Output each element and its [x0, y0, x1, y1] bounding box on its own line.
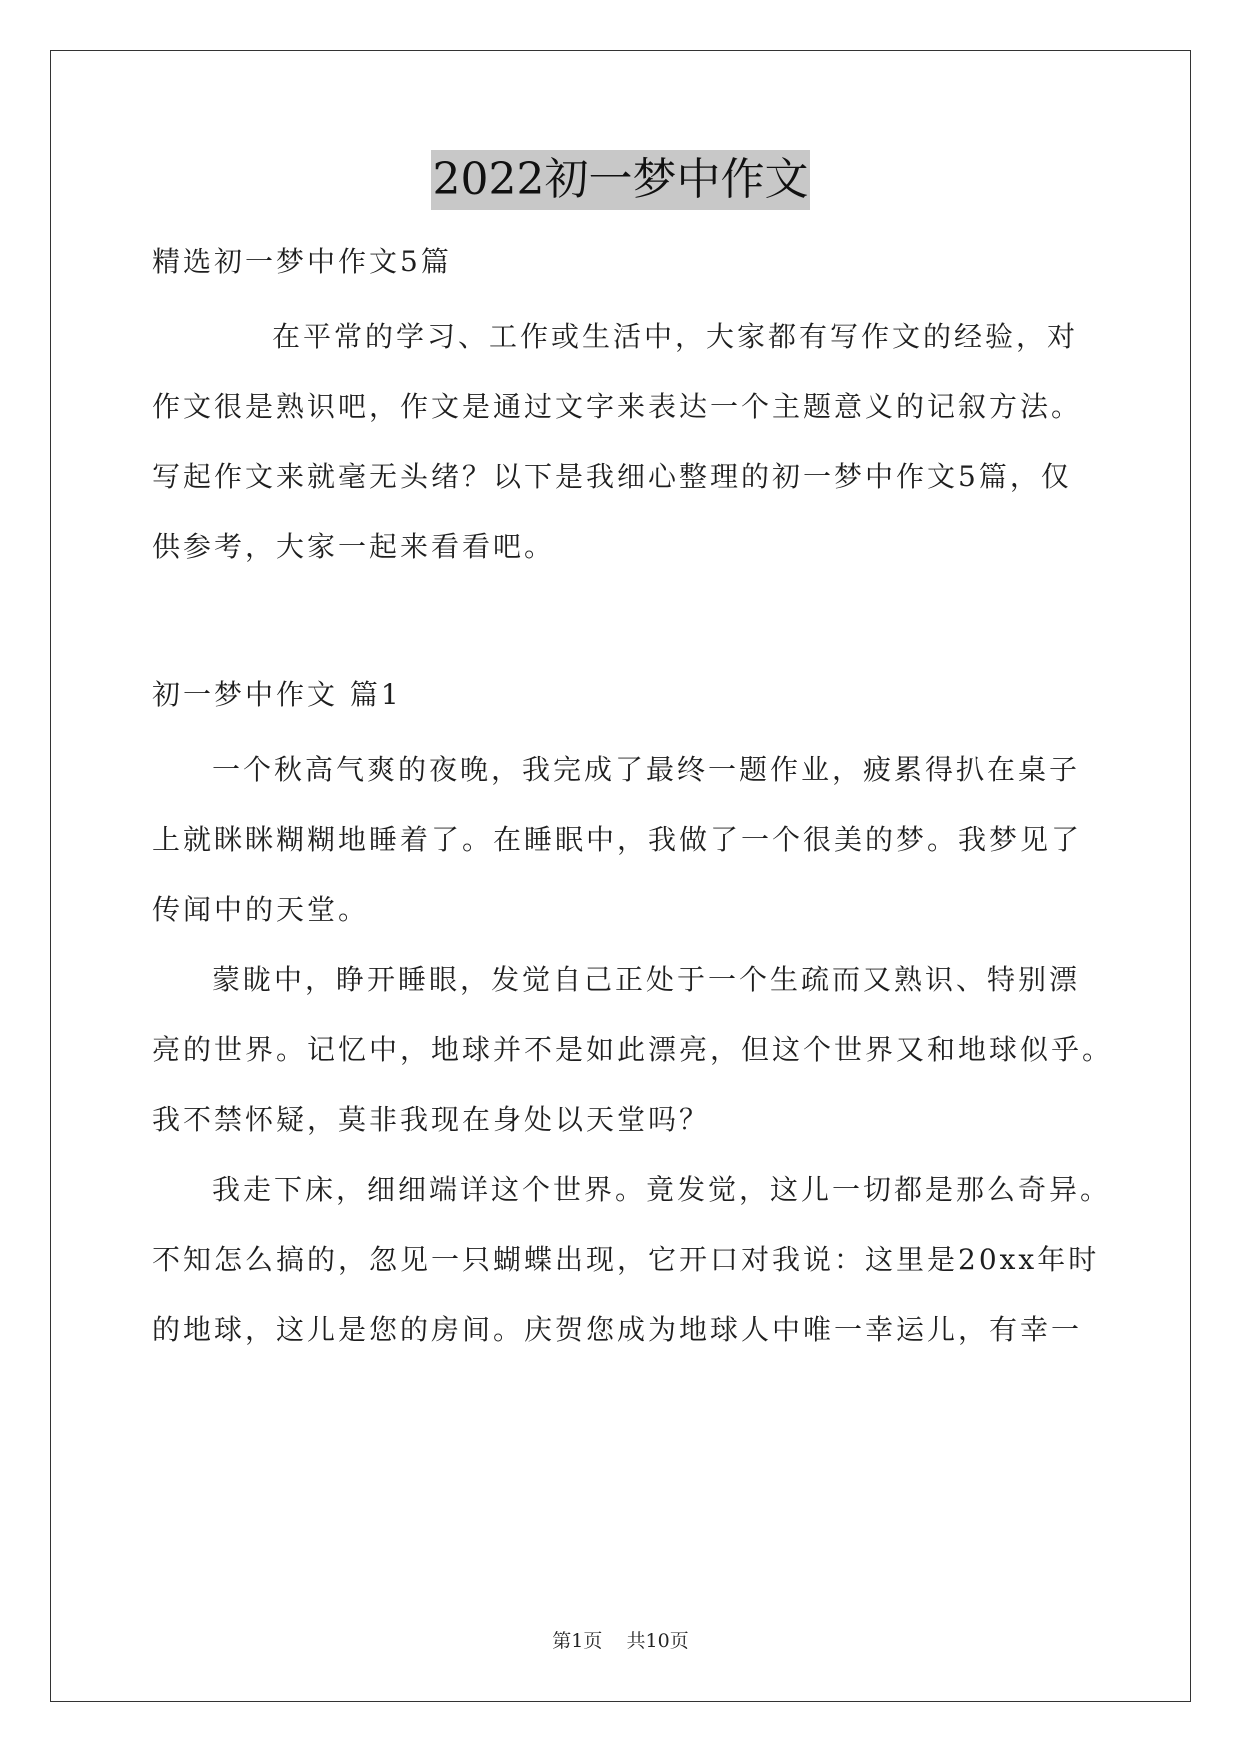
intro-line: 在平常的学习、工作或生活中，大家都有写作文的经验，对 [272, 320, 1079, 353]
body-line: 蒙眬中，睁开睡眼，发觉自己正处于一个生疏而又熟识、特别漂 [212, 963, 1081, 996]
page-number: 第1页 [552, 1630, 603, 1652]
document-title: 2022初一梦中作文 [431, 150, 811, 210]
body-line: 我走下床，细细端详这个世界。竟发觉，这儿一切都是那么奇异。 [212, 1173, 1112, 1206]
body-line: 上就眯眯糊糊地睡着了。在睡眠中，我做了一个很美的梦。我梦见了 [152, 823, 1083, 856]
page-footer [0, 1628, 1241, 1654]
section-heading: 初一梦中作文 篇1 [152, 678, 402, 711]
intro-line: 供参考，大家一起来看看吧。 [152, 530, 556, 563]
body-line: 一个秋高气爽的夜晚，我完成了最终一题作业，疲累得扒在桌子 [212, 753, 1081, 786]
title-container [0, 150, 1241, 210]
body-line: 亮的世界。记忆中，地球并不是如此漂亮，但这个世界又和地球似乎。 [152, 1033, 1114, 1066]
body-line: 不知怎么搞的，忽见一只蝴蝶出现，它开口对我说：这里是20xx年时 [152, 1243, 1100, 1276]
page-border [50, 50, 1191, 1702]
intro-line: 写起作文来就毫无头绪？以下是我细心整理的初一梦中作文5篇，仅 [152, 460, 1072, 493]
body-line: 传闻中的天堂。 [152, 893, 370, 926]
document-subtitle: 精选初一梦中作文5篇 [152, 245, 452, 278]
page-total: 共10页 [626, 1630, 689, 1652]
body-line: 我不禁怀疑，莫非我现在身处以天堂吗？ [152, 1103, 711, 1136]
body-line: 的地球，这儿是您的房间。庆贺您成为地球人中唯一幸运儿，有幸一 [152, 1313, 1083, 1346]
intro-line: 作文很是熟识吧，作文是通过文字来表达一个主题意义的记叙方法。 [152, 390, 1083, 423]
